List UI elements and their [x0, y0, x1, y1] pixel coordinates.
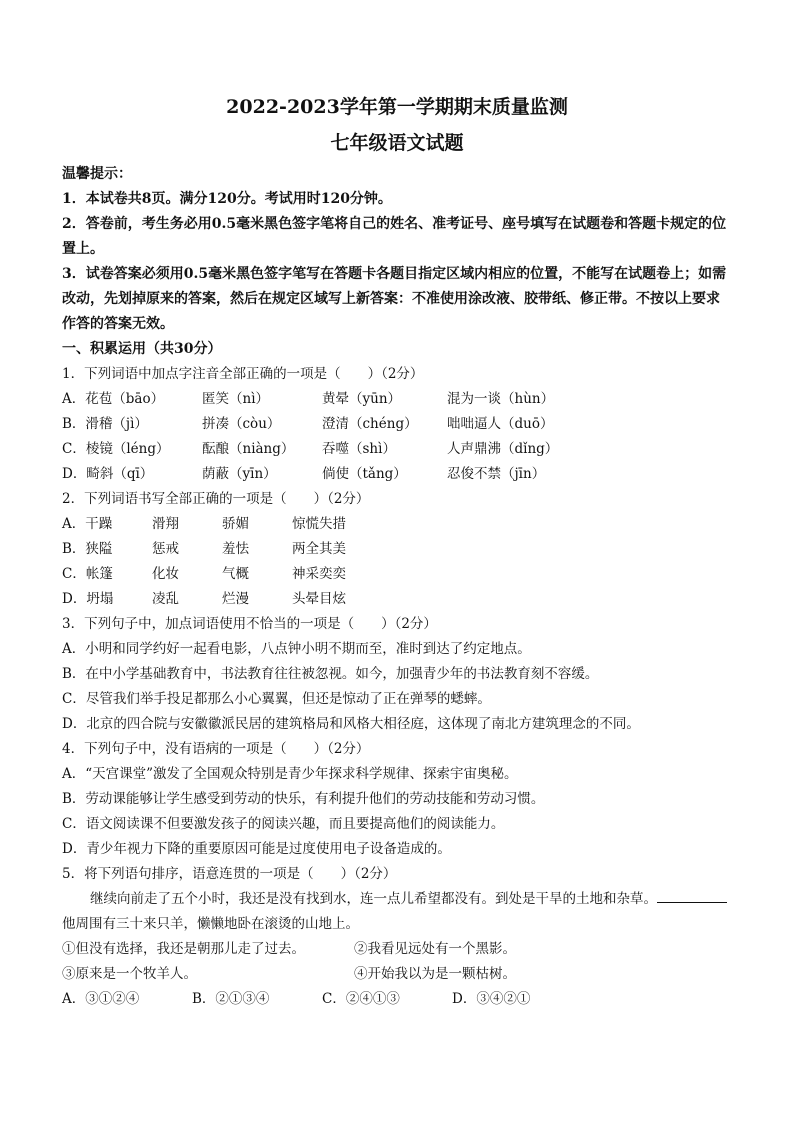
option-item: B．狭隘 — [62, 541, 113, 557]
tip-item: 2．答卷前，考生务必用0.5毫米黑色签字笔将自己的姓名、准考证号、座号填写在试题卷和答题卡规定的位置上。 — [62, 216, 727, 257]
option-item: 羞怯 — [222, 541, 249, 557]
option-sentence: D．北京的四合院与安徽徽派民居的建筑格局和风格大相径庭，这体现了南北方建筑理念的不同。 — [62, 716, 640, 732]
option-sentence: A．“天宫课堂”激发了全国观众特别是青少年探求科学规律、探索宇宙奥秘。 — [62, 766, 518, 782]
option-item: 倘使（tǎng） — [322, 466, 407, 482]
exam-title: 2022-2023学年第一学期期末质量监测 — [226, 96, 568, 118]
option-item: 忍俊不禁（jīn） — [447, 466, 546, 482]
option-item: 头晕目炫 — [292, 591, 346, 607]
question-stem: 4．下列句子中，没有语病的一项是（ ）（2分） — [62, 741, 370, 757]
option-row — [62, 462, 732, 487]
option-item: 骄媚 — [222, 516, 249, 532]
option-item: A．花苞（bāo） — [62, 391, 165, 407]
option-item: D．坍塌 — [62, 591, 114, 607]
answer-blank — [657, 888, 727, 903]
answer-option: D．③④②① — [452, 991, 531, 1007]
tip-item: 3．试卷答案必须用0.5毫米黑色签字笔写在答题卡各题目指定区域内相应的位置，不能写在试题卷上；如需改动，先划掉原来的答案，然后在规定区域写上新答案：不准使用涂改液、胶带纸、修正带。不按以上要求作答的答案无效。 — [62, 266, 727, 332]
option-row — [62, 437, 732, 462]
option-item: D．畸斜（qī） — [62, 466, 154, 482]
option-sentence: C．语文阅读课不但要激发孩子的阅读兴趣，而且要提高他们的阅读能力。 — [62, 816, 505, 832]
sentence-item: ④开始我以为是一颗枯树。 — [354, 966, 516, 982]
option-item: 气概 — [222, 566, 249, 582]
option-sentence: A．小明和同学约好一起看电影，八点钟小明不期而至，准时到达了约定地点。 — [62, 641, 531, 657]
option-item: 惩戒 — [152, 541, 179, 557]
option-sentence: B．劳动课能够让学生感受到劳动的快乐，有利提升他们的劳动技能和劳动习惯。 — [62, 791, 545, 807]
question-stem: 2．下列词语书写全部正确的一项是（ ）（2分） — [62, 491, 370, 507]
tip-item: 1．本试卷共8页。满分120分。考试用时120分钟。 — [62, 191, 392, 207]
option-sentence: D．青少年视力下降的重要原因可能是过度使用电子设备造成的。 — [62, 841, 451, 857]
option-item: 神采奕奕 — [292, 566, 346, 582]
option-sentence: C．尽管我们举手投足都那么小心翼翼，但还是惊动了正在弹琴的蟋蟀。 — [62, 691, 491, 707]
option-item: 黄晕（yūn） — [322, 391, 402, 407]
option-item: 混为一谈（hùn） — [447, 391, 555, 407]
question-stem: 1．下列词语中加点字注音全部正确的一项是（ ）（2分） — [62, 366, 424, 382]
option-item: 匿笑（nì） — [202, 391, 270, 407]
option-row — [62, 512, 732, 537]
question-stem: 3．下列句子中，加点词语使用不恰当的一项是（ ）（2分） — [62, 616, 437, 632]
exam-subtitle: 七年级语文试题 — [330, 132, 464, 154]
option-item: 凌乱 — [152, 591, 179, 607]
option-row — [62, 562, 732, 587]
sentence-row — [62, 937, 732, 962]
sentence-item: ②我看见远处有一个黑影。 — [354, 941, 516, 957]
option-item: C．棱镜（léng） — [62, 441, 170, 457]
exam-page — [62, 92, 732, 1012]
answer-row — [62, 987, 732, 1012]
option-item: 酝酿（niàng） — [202, 441, 295, 457]
option-row — [62, 587, 732, 612]
option-item: B．滑稽（jì） — [62, 416, 148, 432]
option-row — [62, 412, 732, 437]
answer-option: B．②①③④ — [192, 991, 270, 1007]
option-item: 惊慌失措 — [292, 516, 346, 532]
question-stem: 5．将下列语句排序，语意连贯的一项是（ ）（2分） — [62, 866, 397, 882]
section-heading: 一、积累运用（共30分） — [62, 341, 222, 357]
answer-option: C．②④①③ — [322, 991, 400, 1007]
option-item: 荫蔽（yīn） — [202, 466, 277, 482]
option-item: 人声鼎沸（dǐng） — [447, 441, 559, 457]
option-row — [62, 387, 732, 412]
sentence-item: ③原来是一个牧羊人。 — [62, 966, 197, 982]
option-sentence: B．在中小学基础教育中，书法教育往往被忽视。如今，加强青少年的书法教育刻不容缓。 — [62, 666, 599, 682]
option-item: 两全其美 — [292, 541, 346, 557]
passage-line: 他周围有三十来只羊，懒懒地卧在滚烫的山地上。 — [62, 916, 359, 932]
option-row — [62, 537, 732, 562]
sentence-item: ①但没有选择，我还是朝那儿走了过去。 — [62, 941, 305, 957]
passage-line — [62, 887, 732, 912]
option-item: 吞噬（shì） — [322, 441, 396, 457]
passage-text: 继续向前走了五个小时，我还是没有找到水，连一点儿希望都没有。到处是干旱的土地和杂草。 — [90, 891, 657, 907]
option-item: A．干躁 — [62, 516, 113, 532]
option-item: 滑翔 — [152, 516, 179, 532]
option-item: 咄咄逼人（duō） — [447, 416, 554, 432]
option-item: 拼凑（còu） — [202, 416, 281, 432]
option-item: 化妆 — [152, 566, 179, 582]
sentence-row — [62, 962, 732, 987]
answer-option: A．③①②④ — [62, 991, 140, 1007]
option-item: 烂漫 — [222, 591, 249, 607]
tips-heading: 温馨提示： — [62, 166, 132, 182]
option-item: 澄清（chéng） — [322, 416, 418, 432]
option-item: C．帐篷 — [62, 566, 113, 582]
